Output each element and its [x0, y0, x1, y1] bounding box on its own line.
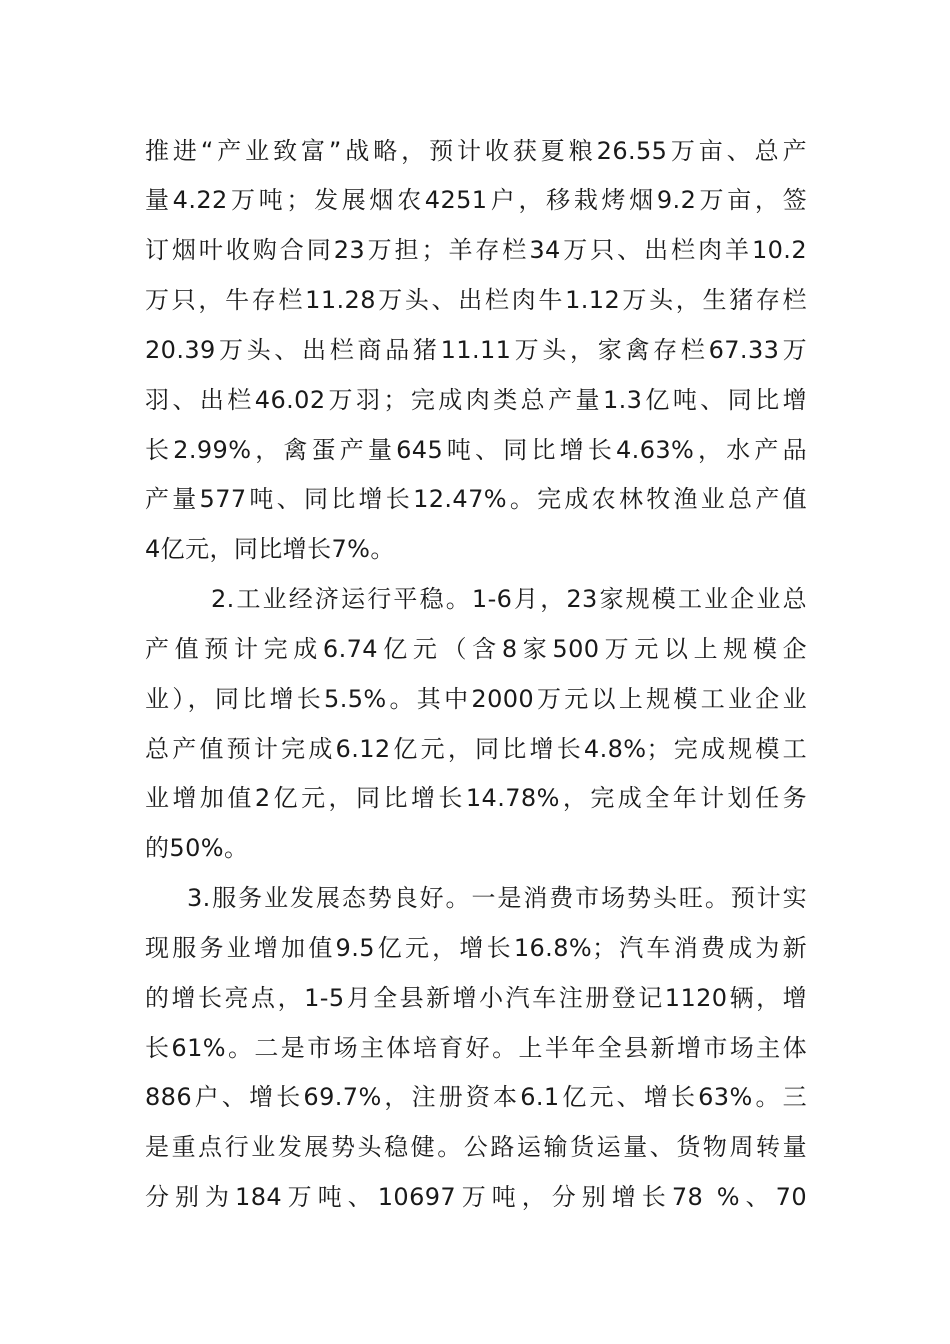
text-line: 20.39万头、出栏商品猪11.11万头，家禽存栏67.33万	[145, 336, 807, 364]
text-line: 产值预计完成6.74亿元（含8家500万元以上规模企	[145, 635, 807, 663]
text-line: 4亿元，同比增长7%。	[145, 535, 395, 563]
text-line: 的50%。	[145, 834, 249, 862]
text-line: 万只，牛存栏11.28万头、出栏肉牛1.12万头，生猪存栏	[145, 286, 807, 314]
text-line: 产量577吨、同比增长12.47%。完成农林牧渔业总产值	[145, 485, 807, 513]
paragraph-start-line: 3.服务业发展态势良好。一是消费市场势头旺。预计实	[187, 884, 807, 912]
text-line: 推进“产业致富”战略，预计收获夏粮26.55万亩、总产	[145, 137, 807, 165]
text-line: 订烟叶收购合同23万担；羊存栏34万只、出栏肉羊10.2	[145, 236, 807, 264]
text-line: 总产值预计完成6.12亿元，同比增长4.8%；完成规模工	[145, 735, 807, 763]
text-line: 长61%。二是市场主体培育好。上半年全县新增市场主体	[145, 1034, 807, 1062]
text-line: 羽、出栏46.02万羽；完成肉类总产量1.3亿吨、同比增	[145, 386, 807, 414]
text-line: 886户、增长69.7%，注册资本6.1亿元、增长63%。三	[145, 1083, 807, 1111]
text-line: 现服务业增加值9.5亿元，增长16.8%；汽车消费成为新	[145, 934, 807, 962]
text-line: 是重点行业发展势头稳健。公路运输货运量、货物周转量	[145, 1133, 807, 1161]
text-line: 长2.99%，禽蛋产量645吨、同比增长4.63%，水产品	[145, 436, 807, 464]
text-line: 业增加值2亿元，同比增长14.78%，完成全年计划任务	[145, 784, 807, 812]
text-line: 量4.22万吨；发展烟农4251户，移栽烤烟9.2万亩，签	[145, 186, 807, 214]
text-line: 的增长亮点，1-5月全县新增小汽车注册登记1120辆，增	[145, 984, 807, 1012]
paragraph-start-line: 2.工业经济运行平稳。1-6月，23家规模工业企业总	[211, 585, 807, 613]
text-line: 业），同比增长5.5%。其中2000万元以上规模工业企业	[145, 685, 807, 713]
text-line: 分别为184万吨、10697万吨，分别增长78 %、70	[145, 1183, 807, 1211]
